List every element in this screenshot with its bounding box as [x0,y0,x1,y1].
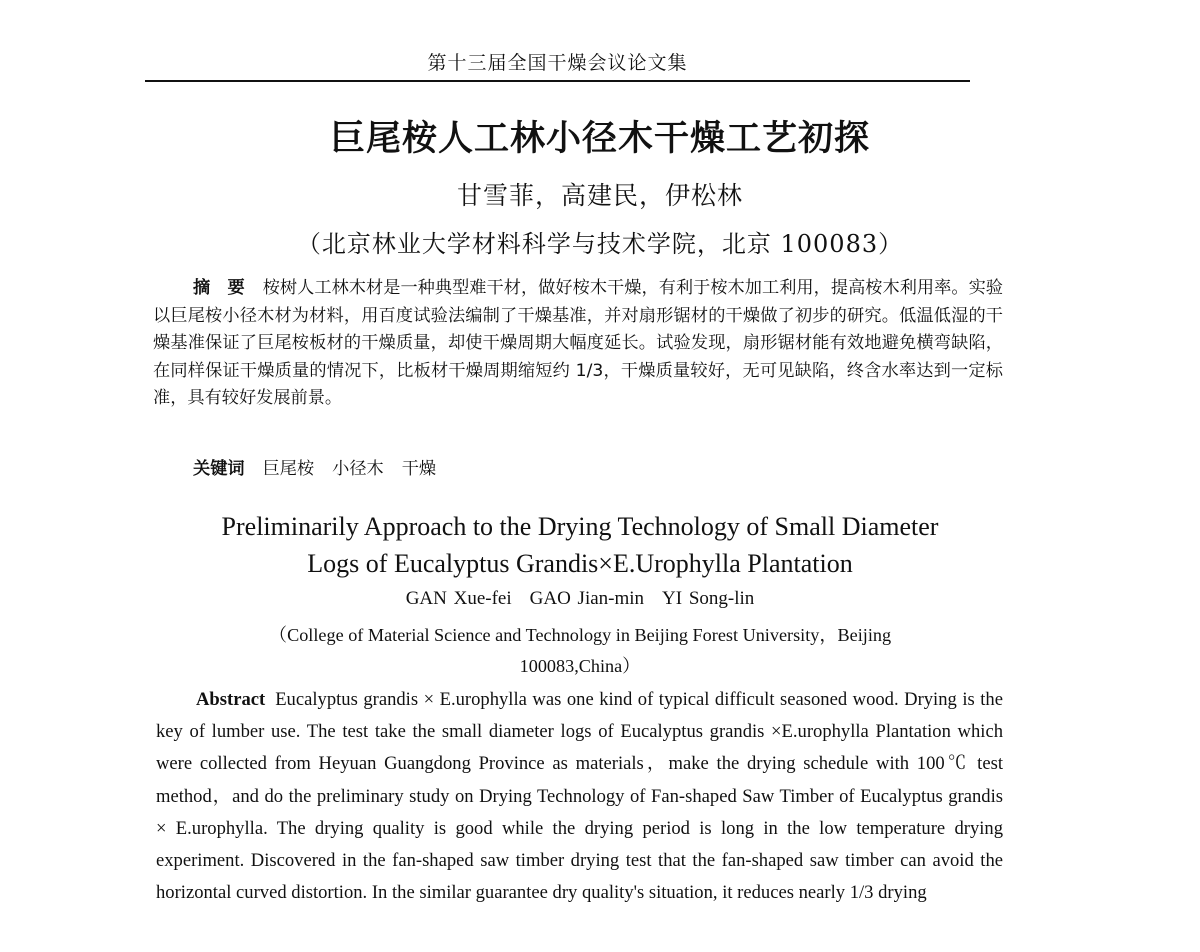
english-affiliation [200,620,960,682]
english-affiliation-line-2: 100083,China） [519,656,641,676]
author-name: GAN Xue-fei [405,588,512,609]
chinese-abstract-label: 摘 要 [193,278,245,298]
chinese-keywords-label: 关键词 [193,459,245,479]
english-affiliation-line-1: （College of Material Science and Technology in Beijing Forest University，Beijing [268,625,892,645]
english-title-line-2: Logs of Eucalyptus Grandis×E.Urophylla Plantation [307,549,853,578]
running-header: 第十三届全国干燥会议论文集 [427,52,688,74]
english-authors [0,586,1160,612]
keyword: 干燥 [401,459,437,479]
author-name: YI Song-lin [662,588,755,609]
chinese-affiliation: （北京林业大学材料科学与技术学院，北京 100083） [296,230,904,258]
english-abstract-text: Eucalyptus grandis × E.urophylla was one kind of typical difficult seasoned wood. Drying is the key of lumber use. The test take the small diameter logs of Eucalyptus grandis ×E.urophylla Plantation which were collected from Heyuan Guangdong Province as materials，make the drying schedule with 100℃ test method，and do the preliminary study on Drying Technology of Fan-shaped Saw Timber of Eucalyptus grandis × E.urophylla. The drying quality is good while the drying period is long in the low temperature drying experiment. Discovered in the fan-shaped saw timber drying test that the fan-shaped saw timber can avoid the horizontal curved distortion. In the similar guarantee dry quality's situation, it reduces nearly 1/3 drying [156,689,1003,904]
chinese-keywords [193,456,436,482]
english-abstract [156,684,1003,909]
chinese-abstract [153,275,1003,413]
keyword: 巨尾桉 [262,459,315,479]
chinese-abstract-text: 桉树人工林木材是一种典型难干材，做好桉木干燥，有利于桉木加工利用，提高桉木利用率。实验以巨尾桉小径木材为材料，用百度试验法编制了干燥基准，并对扇形锯材的干燥做了初步的研究。低温低湿的干燥基准保证了巨尾桉板材的干燥质量，却使干燥周期大幅度延长。试验发现，扇形锯材能有效地避免横弯缺陷，在同样保证干燥质量的情况下，比板材干燥周期缩短约 1/3，干燥质量较好，无可见缺陷，终含水率达到一定标准，具有较好发展前景。 [153,278,1003,408]
english-title [0,508,1160,582]
author-name: GAO Jian-min [529,588,645,609]
chinese-authors: 甘雪菲，高建民，伊松林 [456,181,743,210]
chinese-title: 巨尾桉人工林小径木干燥工艺初探 [329,119,870,159]
english-title-line-1: Preliminarily Approach to the Drying Technology of Small Diameter [221,512,939,541]
english-abstract-label: Abstract [196,689,266,710]
keyword: 小径木 [332,459,384,479]
header-rule [145,80,970,82]
